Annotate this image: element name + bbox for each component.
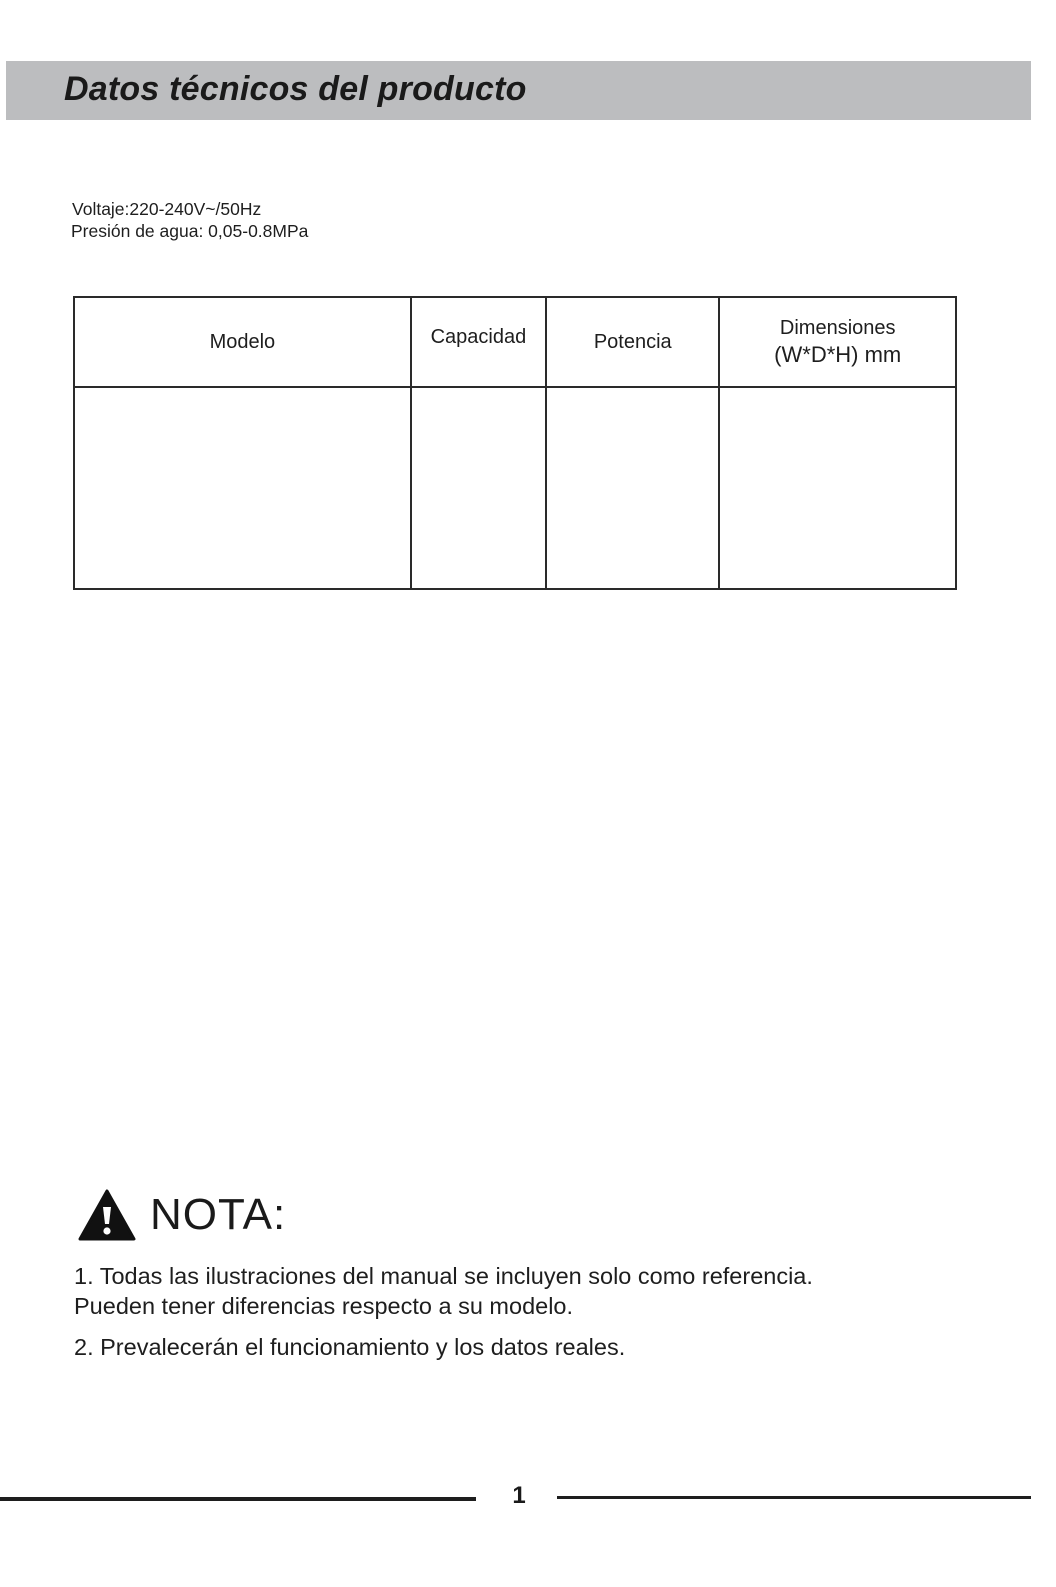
table-cell-capacity	[411, 387, 546, 589]
column-header-capacity-label: Capacidad	[430, 326, 527, 348]
footer-rule-right	[557, 1496, 1031, 1499]
warning-triangle-icon	[78, 1189, 136, 1241]
table-header-row	[74, 297, 956, 387]
column-header-capacity	[411, 297, 546, 387]
water-pressure-spec: Presión de agua: 0,05-0.8MPa	[71, 221, 309, 241]
table-row	[74, 387, 956, 589]
spec-table	[73, 296, 957, 590]
column-header-dimensions-unit: (W*D*H) mm	[774, 341, 902, 367]
column-header-model-label: Modelo	[209, 331, 276, 353]
page-title: Datos técnicos del producto	[64, 70, 527, 108]
note-heading	[78, 1185, 286, 1245]
column-header-power	[546, 297, 719, 387]
note-item-1-line-1: 1. Todas las ilustraciones del manual se incluyen solo como referencia.	[74, 1263, 813, 1289]
note-heading-label: NOTA:	[150, 1190, 287, 1239]
footer-rule-left	[0, 1497, 476, 1501]
table-cell-power	[546, 387, 719, 589]
note-item-1-line-2: Pueden tener diferencias respecto a su modelo.	[74, 1293, 574, 1319]
column-header-model	[74, 297, 411, 387]
table-cell-model	[74, 387, 411, 589]
note-item-2-line-1: 2. Prevalecerán el funcionamiento y los datos reales.	[74, 1334, 626, 1360]
column-header-dimensions-label: Dimensiones	[779, 316, 896, 339]
note-item-1	[74, 1261, 813, 1321]
voltage-spec: Voltaje:220-240V~/50Hz	[72, 199, 262, 219]
column-header-power-label: Potencia	[593, 331, 672, 353]
page-number: 1	[512, 1482, 526, 1509]
column-header-dimensions	[719, 297, 956, 387]
table-cell-dimensions	[719, 387, 956, 589]
note-item-2	[74, 1332, 625, 1362]
